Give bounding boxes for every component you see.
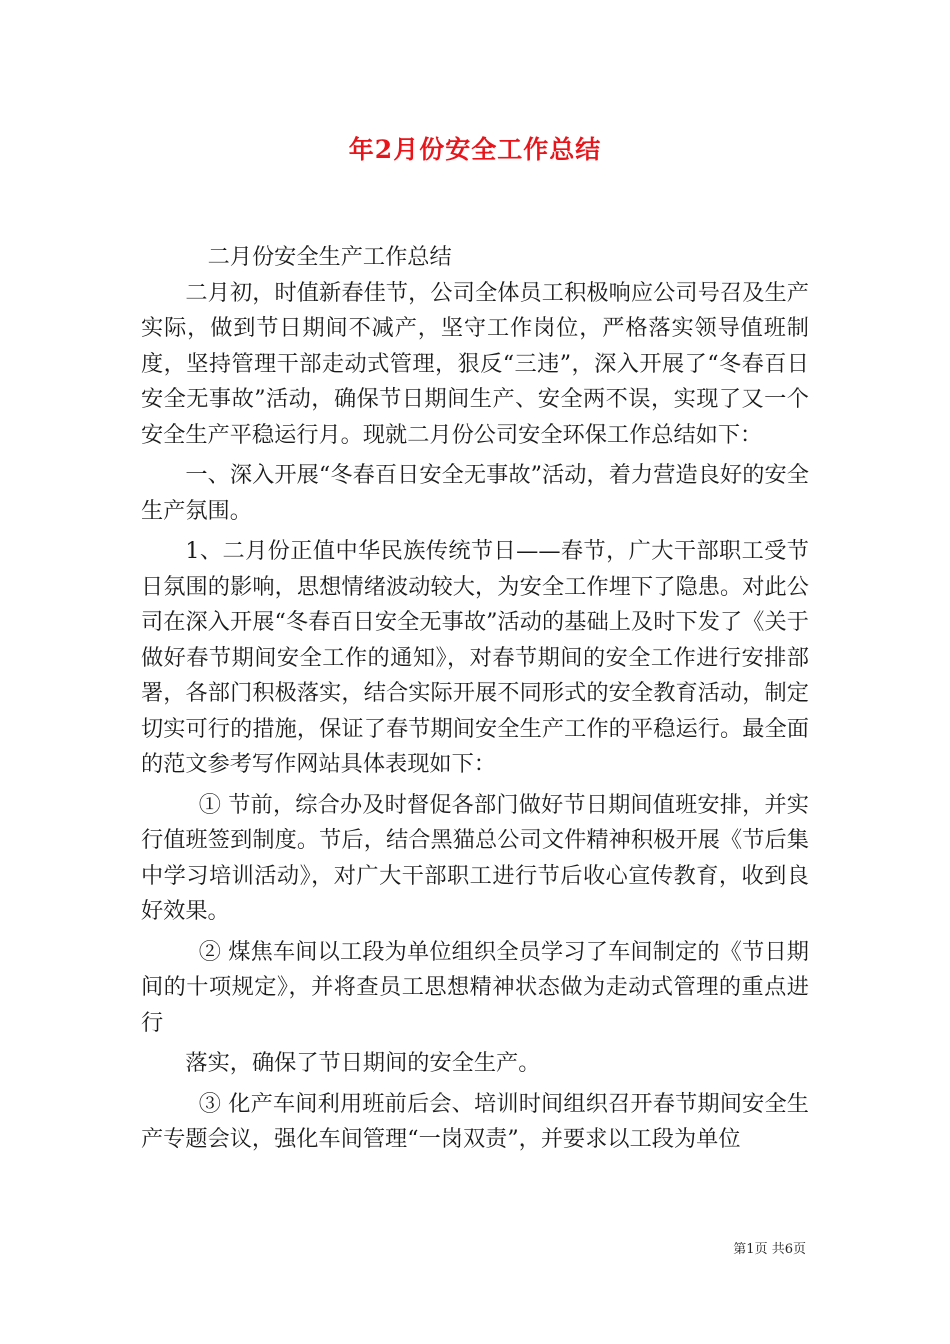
footer-prefix: 第 (733, 1242, 747, 1257)
paragraph-point-1: ① 节前，综合办及时督促各部门做好节日期间值班安排，并实行值班签到制度。节后，结合黑猫总公司文件精神积极开展《节后集中学习培训活动》，对广大干部职工进行节后收心宣传教育，收到良好效果。 (141, 791, 809, 924)
paragraph-point-3: ③ 化产车间利用班前后会、培训时间组织召开春节期间安全生产专题会议，强化车间管理“一岗双责”，并要求以工段为单位 (141, 1090, 809, 1152)
paragraph-item-one: 1、二月份正值中华民族传统节日——春节，广大干部职工受节日氛围的影响，思想情绪波动较大，为安全工作埋下了隐患。对此公司在深入开展“冬春百日安全无事故”活动的基础上及时下发了《关于做好春节期间安全工作的通知》，对春节期间的安全工作进行安排部署，各部门积极落实，结合实际开展不同形式的安全教育活动，制定切实可行的措施，保证了春节期间安全生产工作的平稳运行。最全面的范文参考写作网站具体表现如下： (141, 538, 809, 777)
paragraph-intro: 二月初，时值新春佳节，公司全体员工积极响应公司号召及生产实际，做到节日期间不减产，坚守工作岗位，严格落实领导值班制度，坚持管理干部走动式管理，狠反“三违”，深入开展了“冬春百日安全无事故”活动，确保节日期间生产、安全两不误，实现了又一个安全生产平稳运行月。现就二月份公司安全环保工作总结如下： (141, 279, 809, 448)
footer-current-page: 1 (746, 1242, 755, 1257)
paragraph-section-one: 一、深入开展“冬春百日安全无事故”活动，着力营造良好的安全生产氛围。 (141, 462, 809, 524)
page-footer (733, 1240, 806, 1260)
document-title: 年2月份安全工作总结 (348, 135, 602, 164)
paragraph-continuation: 落实，确保了节日期间的安全生产。 (185, 1050, 541, 1076)
footer-middle: 页 共 (754, 1242, 785, 1257)
footer-total-pages: 6 (784, 1242, 793, 1257)
paragraph-point-2: ② 煤焦车间以工段为单位组织全员学习了车间制定的《节日期间的十项规定》，并将查员工思想精神状态做为走动式管理的重点进行 (141, 938, 809, 1036)
footer-suffix: 页 (792, 1242, 806, 1257)
document-subtitle: 二月份安全生产工作总结 (207, 244, 452, 270)
document-body (141, 240, 809, 1158)
